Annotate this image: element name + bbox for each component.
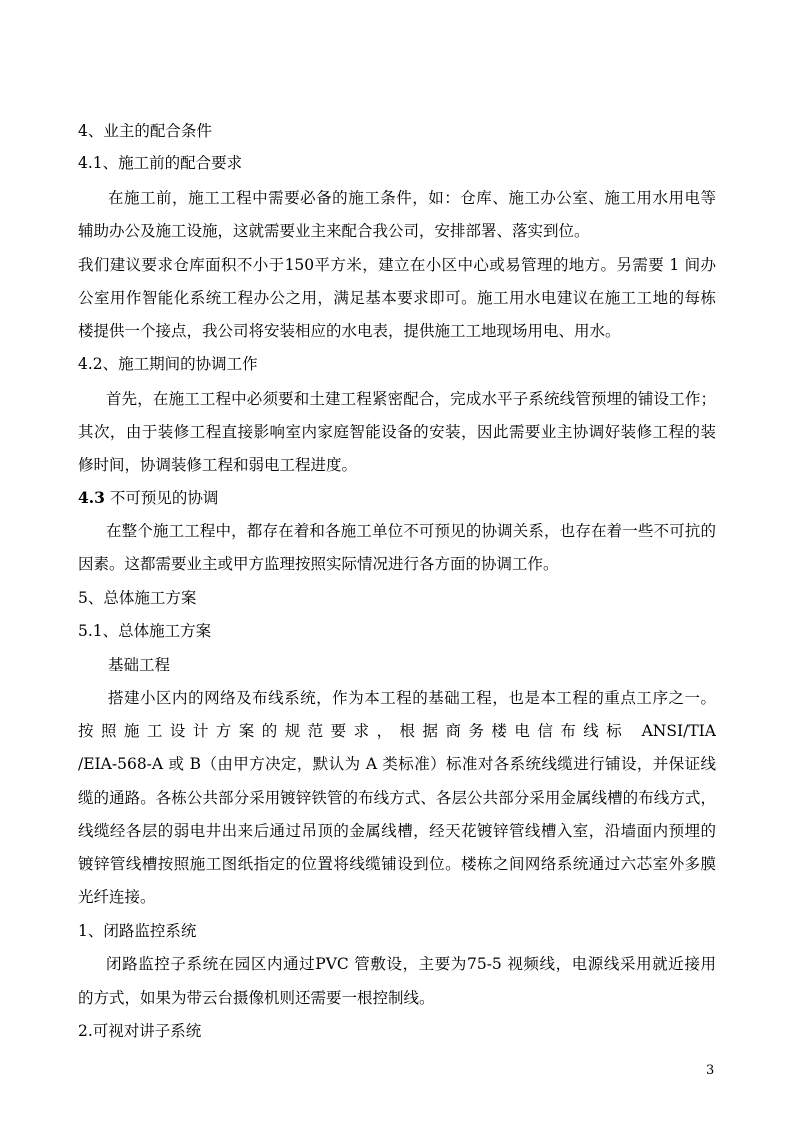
paragraph-line: 的方式，如果为带云台摄像机则还需要一根控制线。 — [78, 989, 435, 1007]
subsection-heading-4-1: 4.1、施工前的配合要求 — [78, 154, 243, 172]
subsection-heading-4-2: 4.2、施工期间的协调工作 — [78, 355, 258, 373]
heading-title: 不可预见的协调 — [109, 489, 219, 507]
paragraph-line: 在施工前，施工工程中需要必备的施工条件，如：仓库、施工办公室、施工用水用电等 — [108, 189, 716, 207]
topic-heading: 基础工程 — [108, 656, 171, 674]
subsection-heading-intercom: 2.可视对讲子系统 — [78, 1022, 202, 1040]
paragraph-line: 楼提供一个接点，我公司将安装相应的水电表，提供施工工地现场用电、用水。 — [78, 322, 621, 340]
paragraph-line: 因素。这都需要业主或甲方监理按照实际情况进行各方面的协调工作。 — [78, 555, 559, 573]
paragraph-line: 镀锌管线槽按照施工图纸指定的位置将线缆铺设到位。楼栋之间网络系统通过六芯室外多膜 — [78, 855, 716, 873]
paragraph-line: 按照施工设计方案的规范要求，根据商务楼电信布线标 ANSI/TIA — [78, 722, 716, 740]
paragraph-line: 闭路监控子系统在园区内通过PVC 管敷设，主要为75-5 视频线，电源线采用就近接用 — [106, 955, 716, 973]
section-heading-5: 5、总体施工方案 — [78, 589, 197, 607]
paragraph-line: 搭建小区内的网络及布线系统，作为本工程的基础工程，也是本工程的重点工序之一。 — [108, 689, 716, 707]
heading-number: 4.3 — [78, 488, 105, 507]
paragraph-line: 辅助办公及施工设施，这就需要业主来配合我公司，安排部署、落实到位。 — [78, 222, 590, 240]
section-heading-4: 4、业主的配合条件 — [78, 122, 212, 140]
paragraph-line: 修时间，协调装修工程和弱电工程进度。 — [78, 456, 358, 474]
page-number: 3 — [706, 1063, 715, 1078]
paragraph-line: 光纤连接。 — [78, 888, 156, 906]
paragraph-line: 公室用作智能化系统工程办公之用，满足基本要求即可。施工用水电建议在施工工地的每栋 — [78, 289, 716, 307]
subsection-heading-cctv: 1、闭路监控系统 — [78, 922, 197, 940]
subsection-heading-5-1: 5.1、总体施工方案 — [78, 622, 212, 640]
subsection-heading-4-3 — [78, 486, 716, 510]
paragraph-line: 线缆经各层的弱电井出来后通过吊顶的金属线槽，经天花镀锌管线槽入室，沿墙面内预埋的 — [78, 822, 716, 840]
paragraph-line: 首先，在施工工程中必须要和土建工程紧密配合，完成水平子系统线管预埋的铺设工作； — [106, 390, 716, 408]
paragraph-line: /EIA-568-A 或 B（由甲方决定，默认为 A 类标准）标准对各系统线缆进行铺设，并保证线 — [78, 755, 716, 773]
paragraph-line: 在整个施工工程中，都存在着和各施工单位不可预见的协调关系，也存在着一些不可抗的 — [106, 522, 716, 540]
paragraph-line: 我们建议要求仓库面积不小于150平方米，建立在小区中心或易管理的地方。另需要 1 间办 — [78, 256, 716, 274]
paragraph-line: 缆的通路。各栋公共部分采用镀锌铁管的布线方式、各层公共部分采用金属线槽的布线方式， — [78, 789, 716, 807]
paragraph-line: 其次，由于装修工程直接影响室内家庭智能设备的安装，因此需要业主协调好装修工程的装 — [78, 423, 716, 441]
